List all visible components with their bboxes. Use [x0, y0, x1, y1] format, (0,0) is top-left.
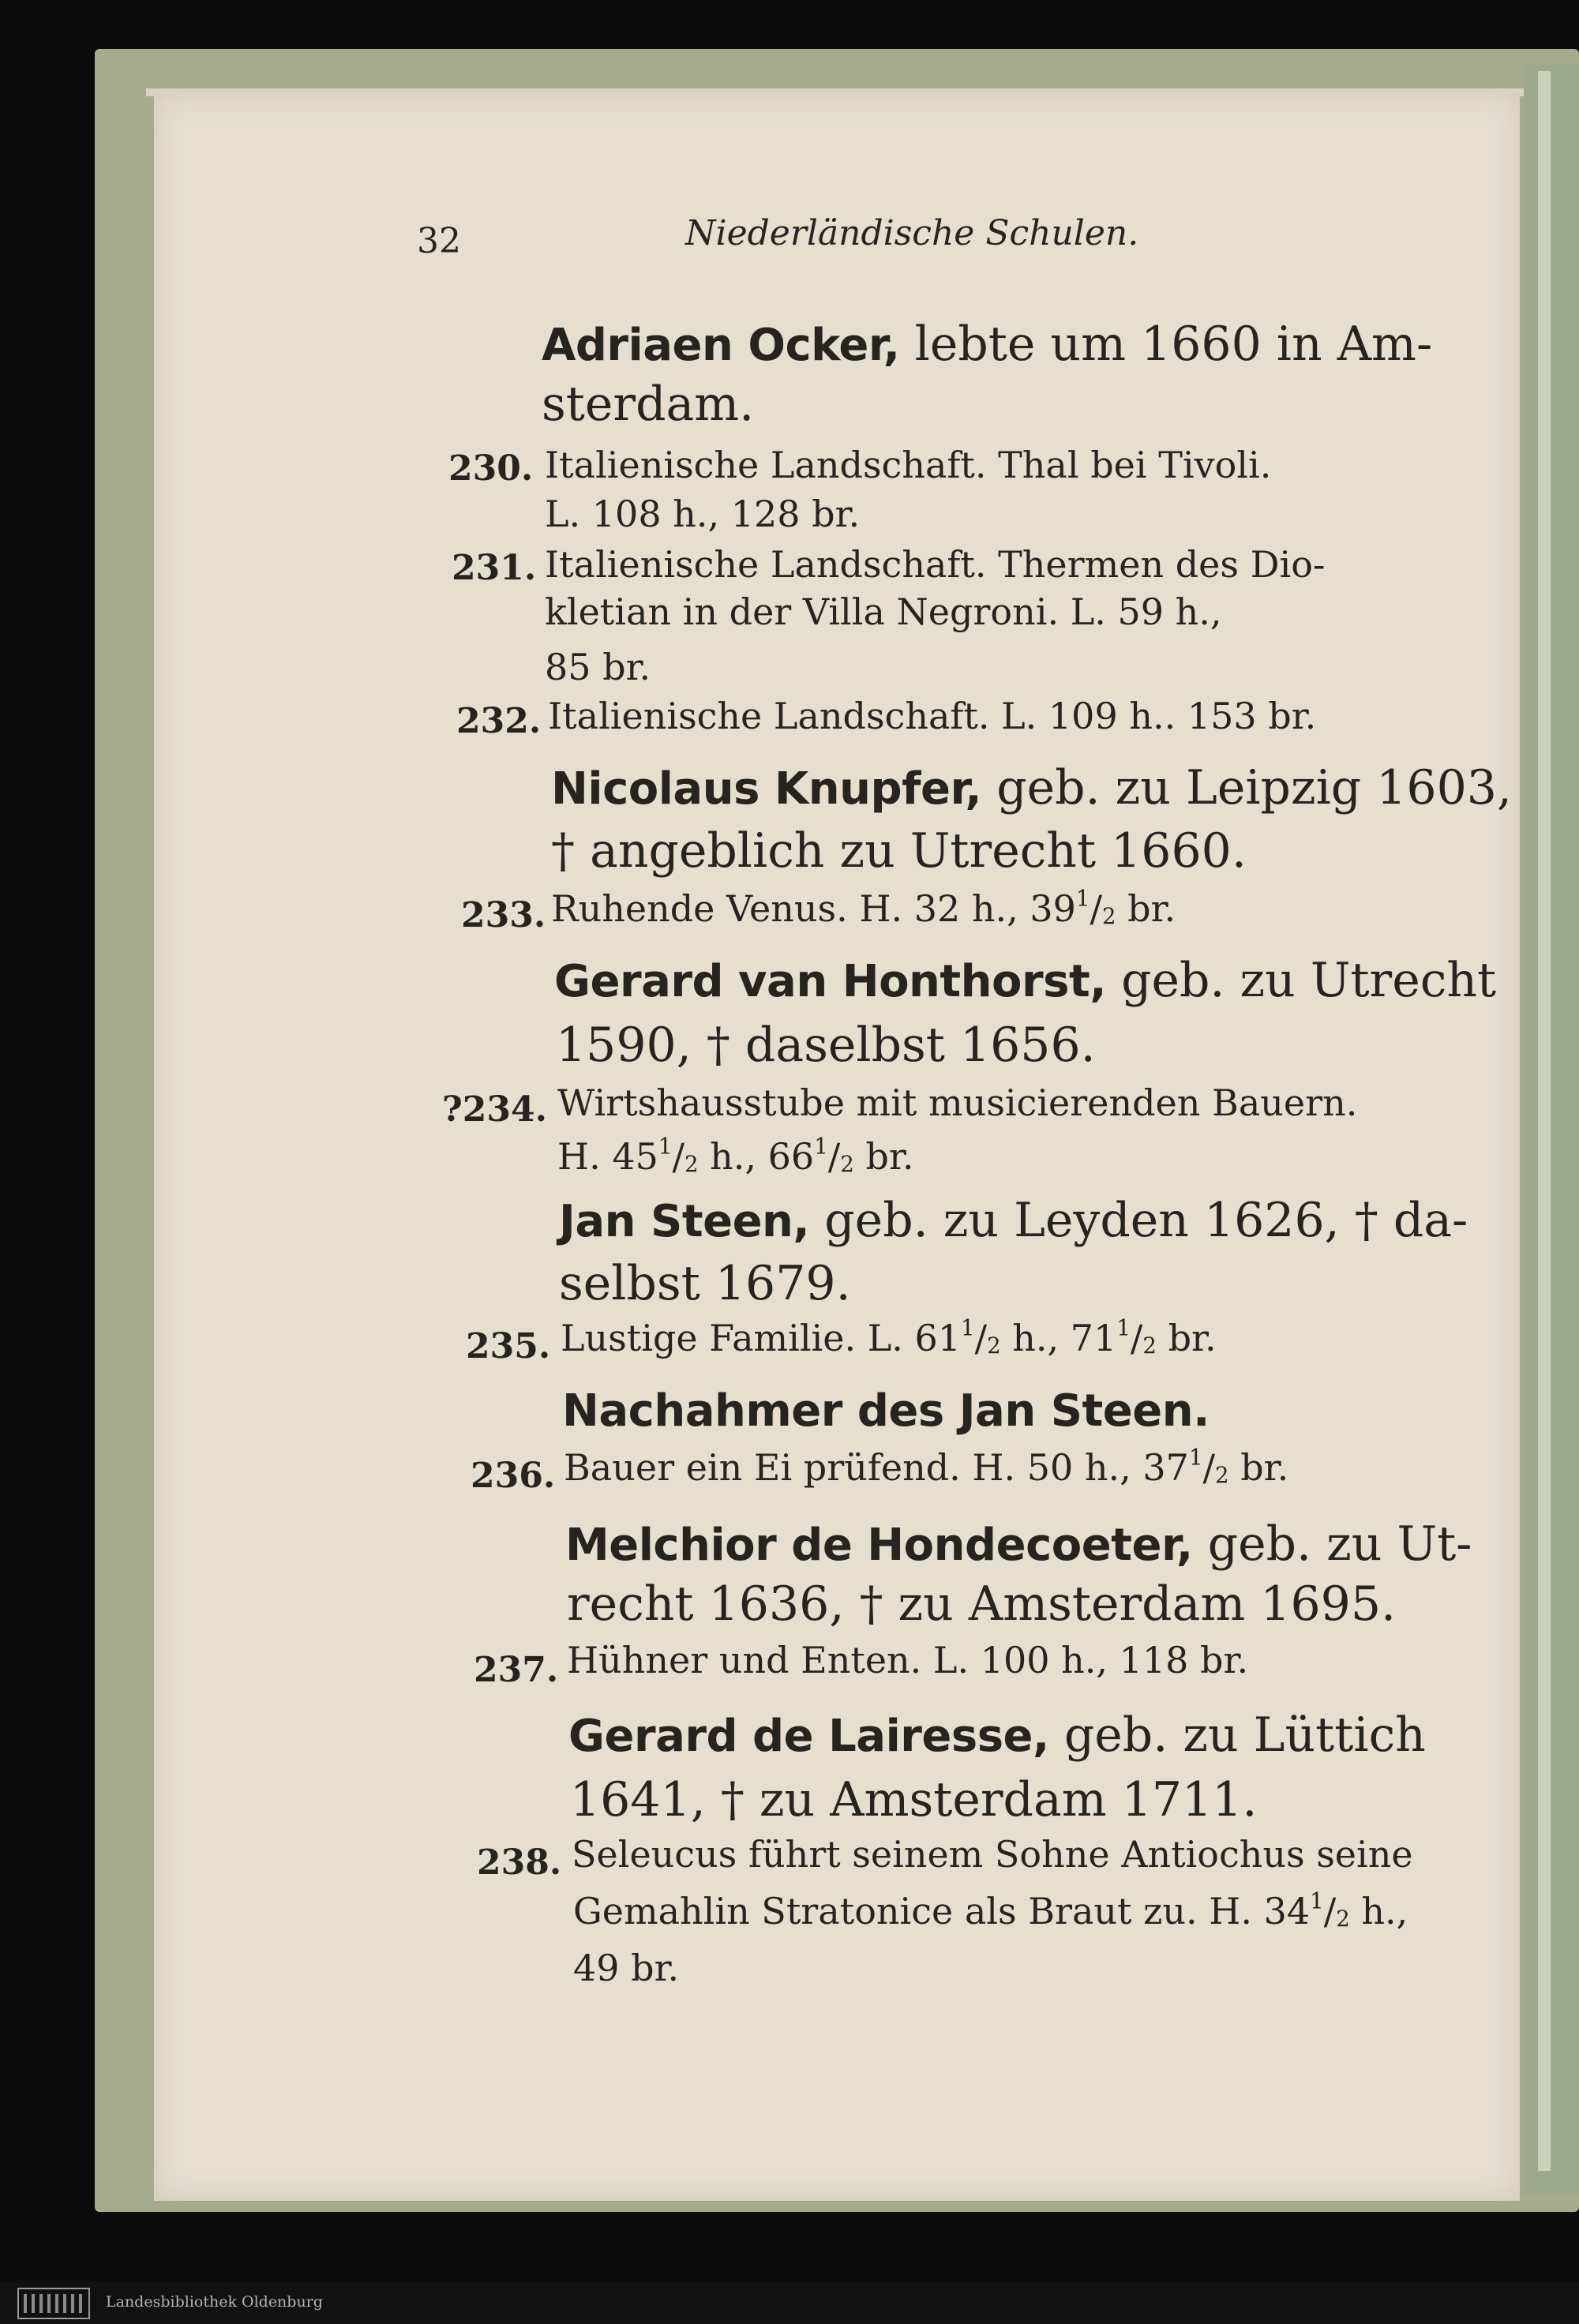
artist-dates: geb. zu Lüttich — [1048, 1707, 1426, 1763]
book-cover-edge — [1524, 63, 1579, 2195]
artist-name: Melchior de Hondecoeter, — [565, 1520, 1193, 1571]
entry-text: h., 71 — [1000, 1317, 1117, 1359]
artist-heading — [551, 760, 1513, 815]
catalog-entry: Ruhende Venus. H. 32 h., $39^1/_2$ br. — [551, 885, 1176, 930]
fraction-denominator: 2 — [684, 1150, 699, 1177]
catalog-number: 237. — [474, 1650, 559, 1690]
catalog-number: 235. — [466, 1326, 551, 1366]
catalog-entry: Wirtshausstube mit musicierenden Bauern. — [557, 1081, 1358, 1124]
entry-text: Bauer ein Ei prüfend. H. 50 h., 37 — [564, 1446, 1189, 1489]
fraction-numerator: 1 — [814, 1133, 828, 1160]
fraction-denominator: 2 — [1336, 1905, 1350, 1932]
entry-text: H. 45 — [557, 1135, 658, 1178]
fraction-numerator: 1 — [1188, 1444, 1203, 1471]
catalog-number: 231. — [452, 548, 537, 588]
artist-dates: lebte um 1660 in Am- — [899, 317, 1433, 372]
artist-dates: geb. zu Leyden 1626, † da- — [809, 1193, 1468, 1248]
library-name: Landesbibliothek Oldenburg — [106, 2293, 323, 2311]
artist-heading — [559, 1193, 1468, 1248]
artist-continuation: recht 1636, † zu Amsterdam 1695. — [567, 1576, 1397, 1632]
catalog-entry-continuation: 49 br. — [573, 1947, 680, 1989]
artist-name: Nicolaus Knupfer, — [551, 763, 982, 815]
entry-text: Lustige Familie. L. 61 — [561, 1317, 962, 1359]
entry-text: h., — [1349, 1890, 1408, 1932]
artist-continuation: † angeblich zu Utrecht 1660. — [551, 823, 1247, 879]
artist-heading — [565, 1516, 1472, 1572]
catalog-number: 233. — [461, 895, 546, 935]
fraction-numerator: 1 — [1116, 1314, 1131, 1341]
artist-name: Gerard van Honthorst, — [554, 956, 1107, 1007]
entry-text: h., 66 — [698, 1135, 815, 1178]
catalog-entry: Bauer ein Ei prüfend. H. 50 h., $37^1/_2$ br. — [564, 1444, 1289, 1489]
fraction-denominator: 2 — [987, 1332, 1001, 1359]
artist-continuation: 1641, † zu Amsterdam 1711. — [570, 1772, 1258, 1827]
artist-heading — [568, 1707, 1426, 1763]
artist-continuation: sterdam. — [542, 377, 755, 432]
artist-name: Adriaen Ocker, — [542, 320, 900, 371]
catalog-entry: Hühner und Enten. L. 100 h., 118 br. — [567, 1639, 1249, 1681]
fraction-denominator: 2 — [1142, 1332, 1157, 1359]
running-head: Niederländische Schulen. — [685, 213, 1139, 253]
entry-text: br. — [1156, 1317, 1217, 1359]
library-logo-icon — [17, 2288, 90, 2319]
entry-text: Ruhende Venus. H. 32 h., 39 — [551, 887, 1076, 930]
artist-name: Nachahmer des Jan Steen. — [562, 1385, 1210, 1437]
catalog-number: 238. — [477, 1842, 562, 1883]
book-spine — [1538, 71, 1551, 2171]
catalog-entry: Seleucus führt seinem Sohne Antiochus seine — [572, 1833, 1413, 1876]
fraction-numerator: 1 — [658, 1133, 673, 1160]
catalog-entry-continuation: H. $45^1/_2$ h., $66^1/_2$ br. — [557, 1133, 914, 1178]
artist-continuation: 1590, † daselbst 1656. — [556, 1018, 1096, 1073]
artist-dates: geb. zu Ut- — [1192, 1516, 1472, 1572]
catalog-entry: Lustige Familie. L. $61^1/_2$ h., $71^1/_2$ br. — [561, 1314, 1217, 1359]
catalog-entry-continuation: L. 108 h., 128 br. — [545, 493, 861, 535]
catalog-entry: Italienische Landschaft. Thermen des Dio- — [545, 543, 1326, 586]
fraction-numerator: 1 — [1310, 1887, 1324, 1914]
fraction-numerator: 1 — [1075, 885, 1090, 912]
fraction-numerator: 1 — [961, 1314, 975, 1341]
catalog-number: ?234. — [442, 1089, 547, 1130]
entry-text: Gemahlin Stratonice als Braut zu. H. 34 — [573, 1890, 1311, 1932]
fraction-denominator: 2 — [840, 1150, 854, 1177]
artist-dates: geb. zu Leipzig 1603, — [981, 760, 1513, 815]
catalog-entry: Italienische Landschaft. Thal bei Tivoli. — [545, 444, 1272, 486]
artist-dates: geb. zu Utrecht — [1106, 953, 1497, 1008]
entry-text: br. — [853, 1135, 914, 1178]
entry-text: br. — [1116, 887, 1176, 930]
catalog-number: 230. — [448, 448, 534, 489]
catalog-number: 232. — [456, 701, 542, 741]
catalog-entry-continuation: kletian in der Villa Negroni. L. 59 h., — [545, 590, 1222, 633]
catalog-entry: Italienische Landschaft. L. 109 h.. 153 br. — [548, 695, 1317, 737]
catalog-entry-continuation: Gemahlin Stratonice als Braut zu. H. $34^1/_2$ h., — [573, 1887, 1408, 1932]
artist-continuation: selbst 1679. — [559, 1256, 851, 1311]
artist-heading — [542, 317, 1433, 372]
fraction-denominator: 2 — [1101, 902, 1116, 929]
catalog-number: 236. — [471, 1456, 556, 1496]
artist-name: Gerard de Lairesse, — [568, 1711, 1049, 1762]
artist-name: Jan Steen, — [559, 1196, 810, 1247]
catalog-entry-continuation: 85 br. — [545, 646, 651, 688]
page-number: 32 — [417, 221, 461, 261]
entry-text: br. — [1228, 1446, 1289, 1489]
artist-heading — [554, 953, 1497, 1008]
fraction-denominator: 2 — [1215, 1461, 1229, 1488]
artist-heading — [562, 1385, 1210, 1437]
